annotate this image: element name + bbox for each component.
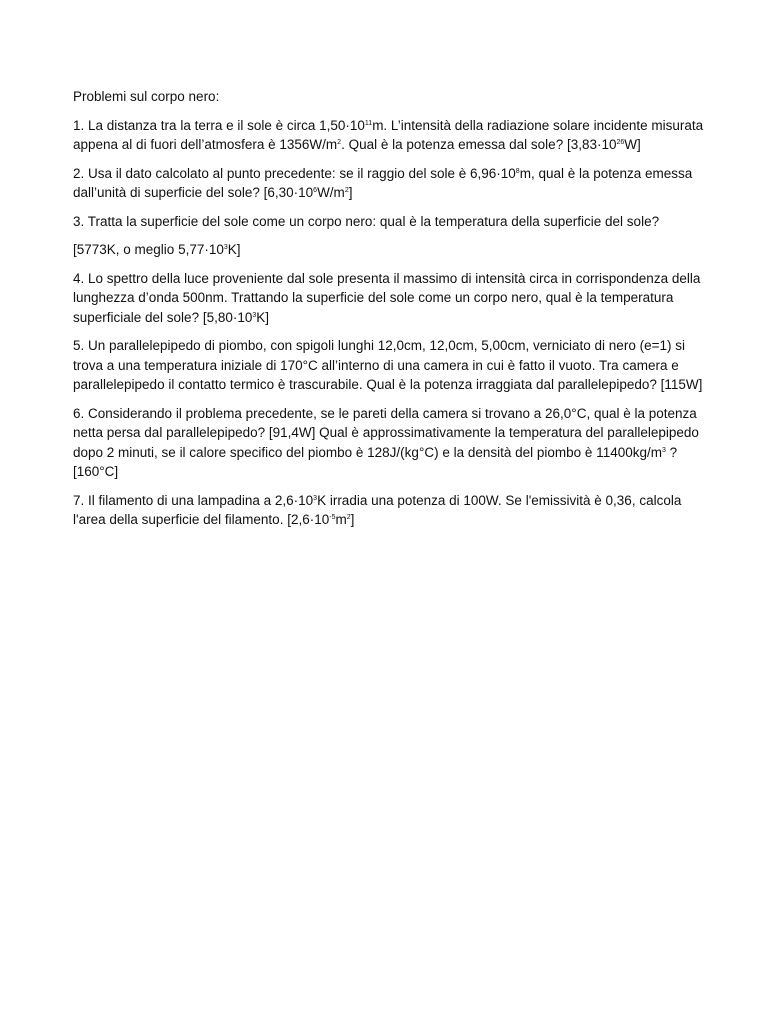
superscript: 11 — [364, 119, 373, 127]
problem-4 — [73, 269, 708, 328]
text-run: 7. Il filamento di una lampadina a 2,6·10 — [73, 492, 314, 508]
text-run: 3. Tratta la superficie del sole come un corpo nero: qual è la temperatura della superficie del sole? — [73, 213, 660, 229]
superscript: 3 — [223, 244, 228, 251]
text-run: m. L’intensità della radiazione solare incidente misurata appena al di fuori dell’atmosfera è 1356W/m — [73, 117, 704, 152]
text-run: 4. Lo spettro della luce proveniente dal sole presenta il massimo di intensità circa in corrispondenza della lunghezza d’onda 500nm. Trattando la superficie del sole come un corpo nero, qual è la temperatura superficiale del sole? [5,80·10 — [73, 270, 701, 325]
text-run: 1. La distanza tra la terra e il sole è circa 1,50·10 — [73, 117, 365, 133]
text-run: 2. Usa il dato calcolato al punto precedente: se il raggio del sole è 6,96·10 — [73, 165, 516, 181]
text-run: W/m — [317, 185, 345, 200]
text-run: ] — [350, 512, 355, 527]
superscript: 3 — [252, 311, 257, 319]
text-run: [5773K, o meglio 5,77·10 — [73, 242, 224, 257]
problem-6 — [73, 404, 708, 482]
superscript: 2 — [337, 139, 342, 146]
superscript: 6 — [313, 187, 318, 194]
superscript: 2 — [344, 187, 349, 194]
text-run: m — [335, 512, 347, 527]
problem-2 — [73, 164, 708, 203]
text-run: ? [160°C] — [73, 444, 678, 479]
text-run: 6. Considerando il problema precedente, se le pareti della camera si trovano a 26,0°C, qual è la potenza netta persa dal parallelepipedo? [91,4W] Qual è approssimativamente la temperatura del parallelepipedo dopo 2 minuti, se il calore specifico del piombo è 128J/(kg°C) e la densità del piombo è 11400kg/m — [73, 405, 699, 460]
problem-7 — [73, 491, 708, 530]
text-run: . Qual è la potenza emessa dal sole? [3,83·10 — [341, 137, 617, 152]
superscript: 26 — [616, 139, 625, 146]
superscript: 3 — [313, 494, 318, 502]
problem-3 — [73, 212, 708, 232]
problem-1 — [73, 116, 708, 155]
problem-3-answer — [73, 240, 708, 260]
text-run: K] — [256, 309, 270, 325]
text-run: m, qual è la potenza emessa dall’unità di superficie del sole? [6,30·10 — [73, 165, 693, 200]
text-run: 5. Un parallelepipedo di piombo, con spigoli lunghi 12,0cm, 12,0cm, 5,00cm, verniciato di nero (e=1) si trova a una temperatura iniziale di 170°C all’interno di una camera in cui è fatto il vuoto. Tra camera e parallelepipedo il contatto termico è trascurabile. Qual è la potenza irraggiata dal parallelepipedo? [115W] — [73, 338, 703, 392]
superscript: 8 — [515, 167, 520, 175]
text-run: ] — [348, 185, 353, 200]
superscript: -5 — [329, 514, 336, 521]
superscript: 2 — [346, 514, 351, 521]
text-run: K irradia una potenza di 100W. Se l'emissività è 0,36, calcola l'area della superficie del filamento. [2,6·10 — [73, 492, 682, 527]
text-run: W] — [624, 137, 641, 152]
text-run: K] — [227, 242, 241, 257]
problem-5 — [73, 336, 708, 395]
document-title: Problemi sul corpo nero: — [73, 89, 220, 104]
superscript: 3 — [661, 446, 666, 454]
